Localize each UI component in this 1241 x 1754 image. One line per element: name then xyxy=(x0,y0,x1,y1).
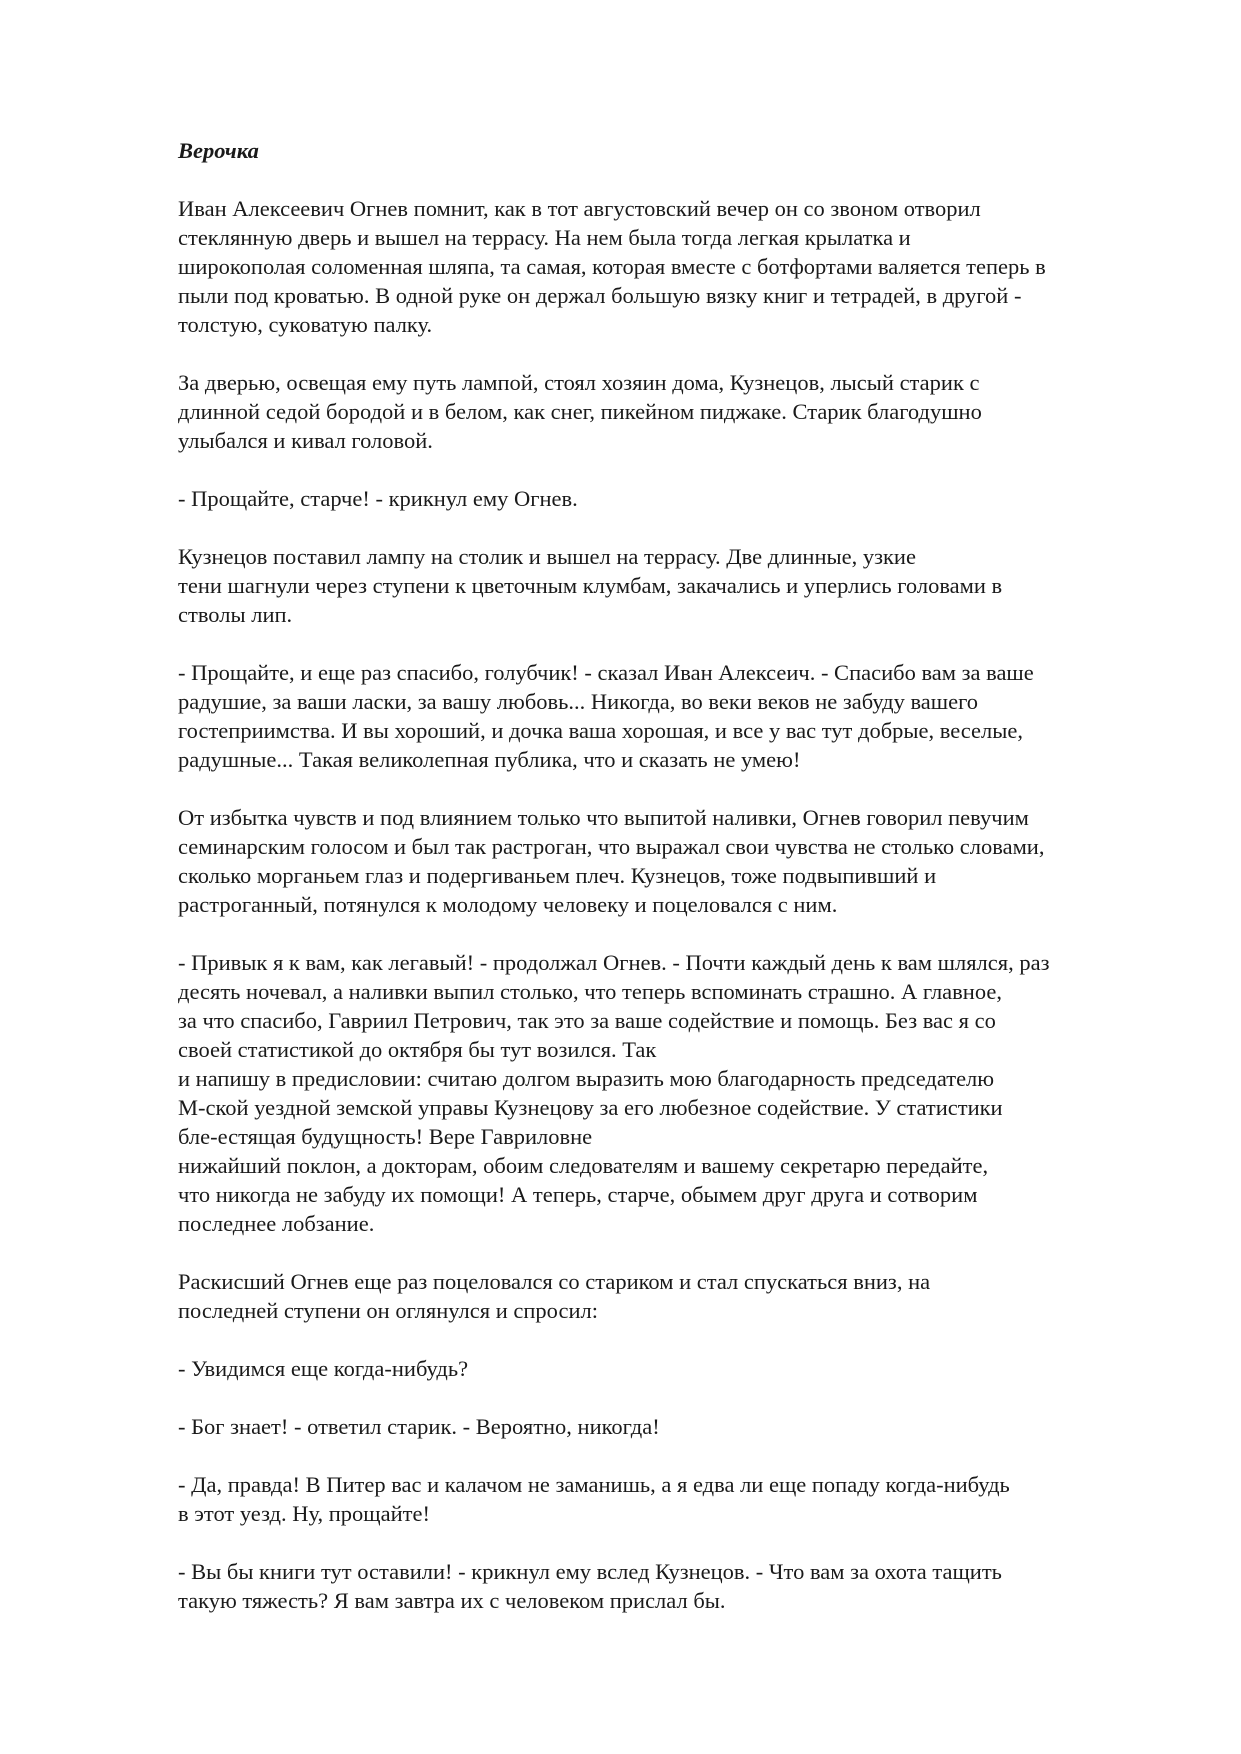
text-line: Иван Алексеевич Огнев помнит, как в тот августовский вечер он со звоном отворил xyxy=(178,196,981,221)
text-line: стеклянную дверь и вышел на террасу. На нем была тогда легкая крылатка и xyxy=(178,225,911,250)
paragraphs-container xyxy=(178,194,1178,1615)
document-body xyxy=(178,136,1178,1644)
text-line: растроганный, потянулся к молодому человеку и поцеловался с ним. xyxy=(178,892,838,917)
text-line: широкополая соломенная шляпа, та самая, которая вместе с ботфортами валяется теперь в xyxy=(178,254,1046,279)
text-line: длинной седой бородой и в белом, как снег, пикейном пиджаке. Старик благодушно xyxy=(178,399,982,424)
paragraph xyxy=(178,1267,1178,1325)
text-line: своей статистикой до октября бы тут возился. Так xyxy=(178,1037,657,1062)
text-line: сколько морганьем глаз и подергиваньем плеч. Кузнецов, тоже подвыпивший и xyxy=(178,863,937,888)
text-line: радушие, за ваши ласки, за вашу любовь... Никогда, во веки веков не забуду вашего xyxy=(178,689,979,714)
text-line: тени шагнули через ступени к цветочным клумбам, закачались и уперлись головами в xyxy=(178,573,1003,598)
paragraph xyxy=(178,194,1178,339)
text-line: семинарским голосом и был так растроган, что выражал свои чувства не столько словами, xyxy=(178,834,1045,859)
paragraph xyxy=(178,1557,1178,1615)
text-line: толстую, суковатую палку. xyxy=(178,312,433,337)
text-line: М-ской уездной земской управы Кузнецову за его любезное содействие. У статистики xyxy=(178,1095,1003,1120)
paragraph xyxy=(178,368,1178,455)
paragraph xyxy=(178,658,1178,774)
text-line: нижайший поклон, а докторам, обоим следователям и вашему секретарю передайте, xyxy=(178,1153,989,1178)
text-line: бле-естящая будущность! Вере Гавриловне xyxy=(178,1124,593,1149)
text-line: в этот уезд. Ну, прощайте! xyxy=(178,1501,430,1526)
text-line: пыли под кроватью. В одной руке он держал большую вязку книг и тетрадей, в другой - xyxy=(178,283,1022,308)
paragraph xyxy=(178,1412,1178,1441)
paragraph xyxy=(178,542,1178,629)
text-line: десять ночевал, а наливки выпил столько, что теперь вспоминать страшно. А главное, xyxy=(178,979,1002,1004)
text-line: Кузнецов поставил лампу на столик и вышел на террасу. Две длинные, узкие xyxy=(178,544,916,569)
text-line: - Прощайте, и еще раз спасибо, голубчик! - сказал Иван Алексеич. - Спасибо вам за ваше xyxy=(178,660,1034,685)
text-line: - Привык я к вам, как легавый! - продолжал Огнев. - Почти каждый день к вам шлялся, раз xyxy=(178,950,1050,975)
text-line: и напишу в предисловии: считаю долгом выразить мою благодарность председателю xyxy=(178,1066,995,1091)
text-line: что никогда не забуду их помощи! А теперь, старче, обымем друг друга и сотворим xyxy=(178,1182,978,1207)
paragraph xyxy=(178,1470,1178,1528)
text-line: - Вы бы книги тут оставили! - крикнул ему вслед Кузнецов. - Что вам за охота тащить xyxy=(178,1559,1002,1584)
text-line: Раскисший Огнев еще раз поцеловался со стариком и стал спускаться вниз, на xyxy=(178,1269,931,1294)
document-title: Верочка xyxy=(178,138,259,163)
text-line: - Прощайте, старче! - крикнул ему Огнев. xyxy=(178,486,578,511)
text-line: - Да, правда! В Питер вас и калачом не заманишь, а я едва ли еще попаду когда-нибудь xyxy=(178,1472,1010,1497)
text-line: - Бог знает! - ответил старик. - Вероятно, никогда! xyxy=(178,1414,660,1439)
text-line: гостеприимства. И вы хороший, и дочка ваша хорошая, и все у вас тут добрые, веселые, xyxy=(178,718,1023,743)
text-line: радушные... Такая великолепная публика, что и сказать не умею! xyxy=(178,747,801,772)
text-line: За дверью, освещая ему путь лампой, стоял хозяин дома, Кузнецов, лысый старик с xyxy=(178,370,980,395)
text-line: последней ступени он оглянулся и спросил: xyxy=(178,1298,598,1323)
text-line: последнее лобзание. xyxy=(178,1211,375,1236)
text-line: улыбался и кивал головой. xyxy=(178,428,433,453)
paragraph xyxy=(178,484,1178,513)
text-line: такую тяжесть? Я вам завтра их с человеком прислал бы. xyxy=(178,1588,726,1613)
text-line: за что спасибо, Гавриил Петрович, так это за ваше содействие и помощь. Без вас я со xyxy=(178,1008,996,1033)
paragraph xyxy=(178,1354,1178,1383)
text-line: стволы лип. xyxy=(178,602,293,627)
text-line: - Увидимся еще когда-нибудь? xyxy=(178,1356,469,1381)
paragraph xyxy=(178,948,1178,1238)
paragraph xyxy=(178,803,1178,919)
text-line: От избытка чувств и под влиянием только что выпитой наливки, Огнев говорил певучим xyxy=(178,805,1029,830)
